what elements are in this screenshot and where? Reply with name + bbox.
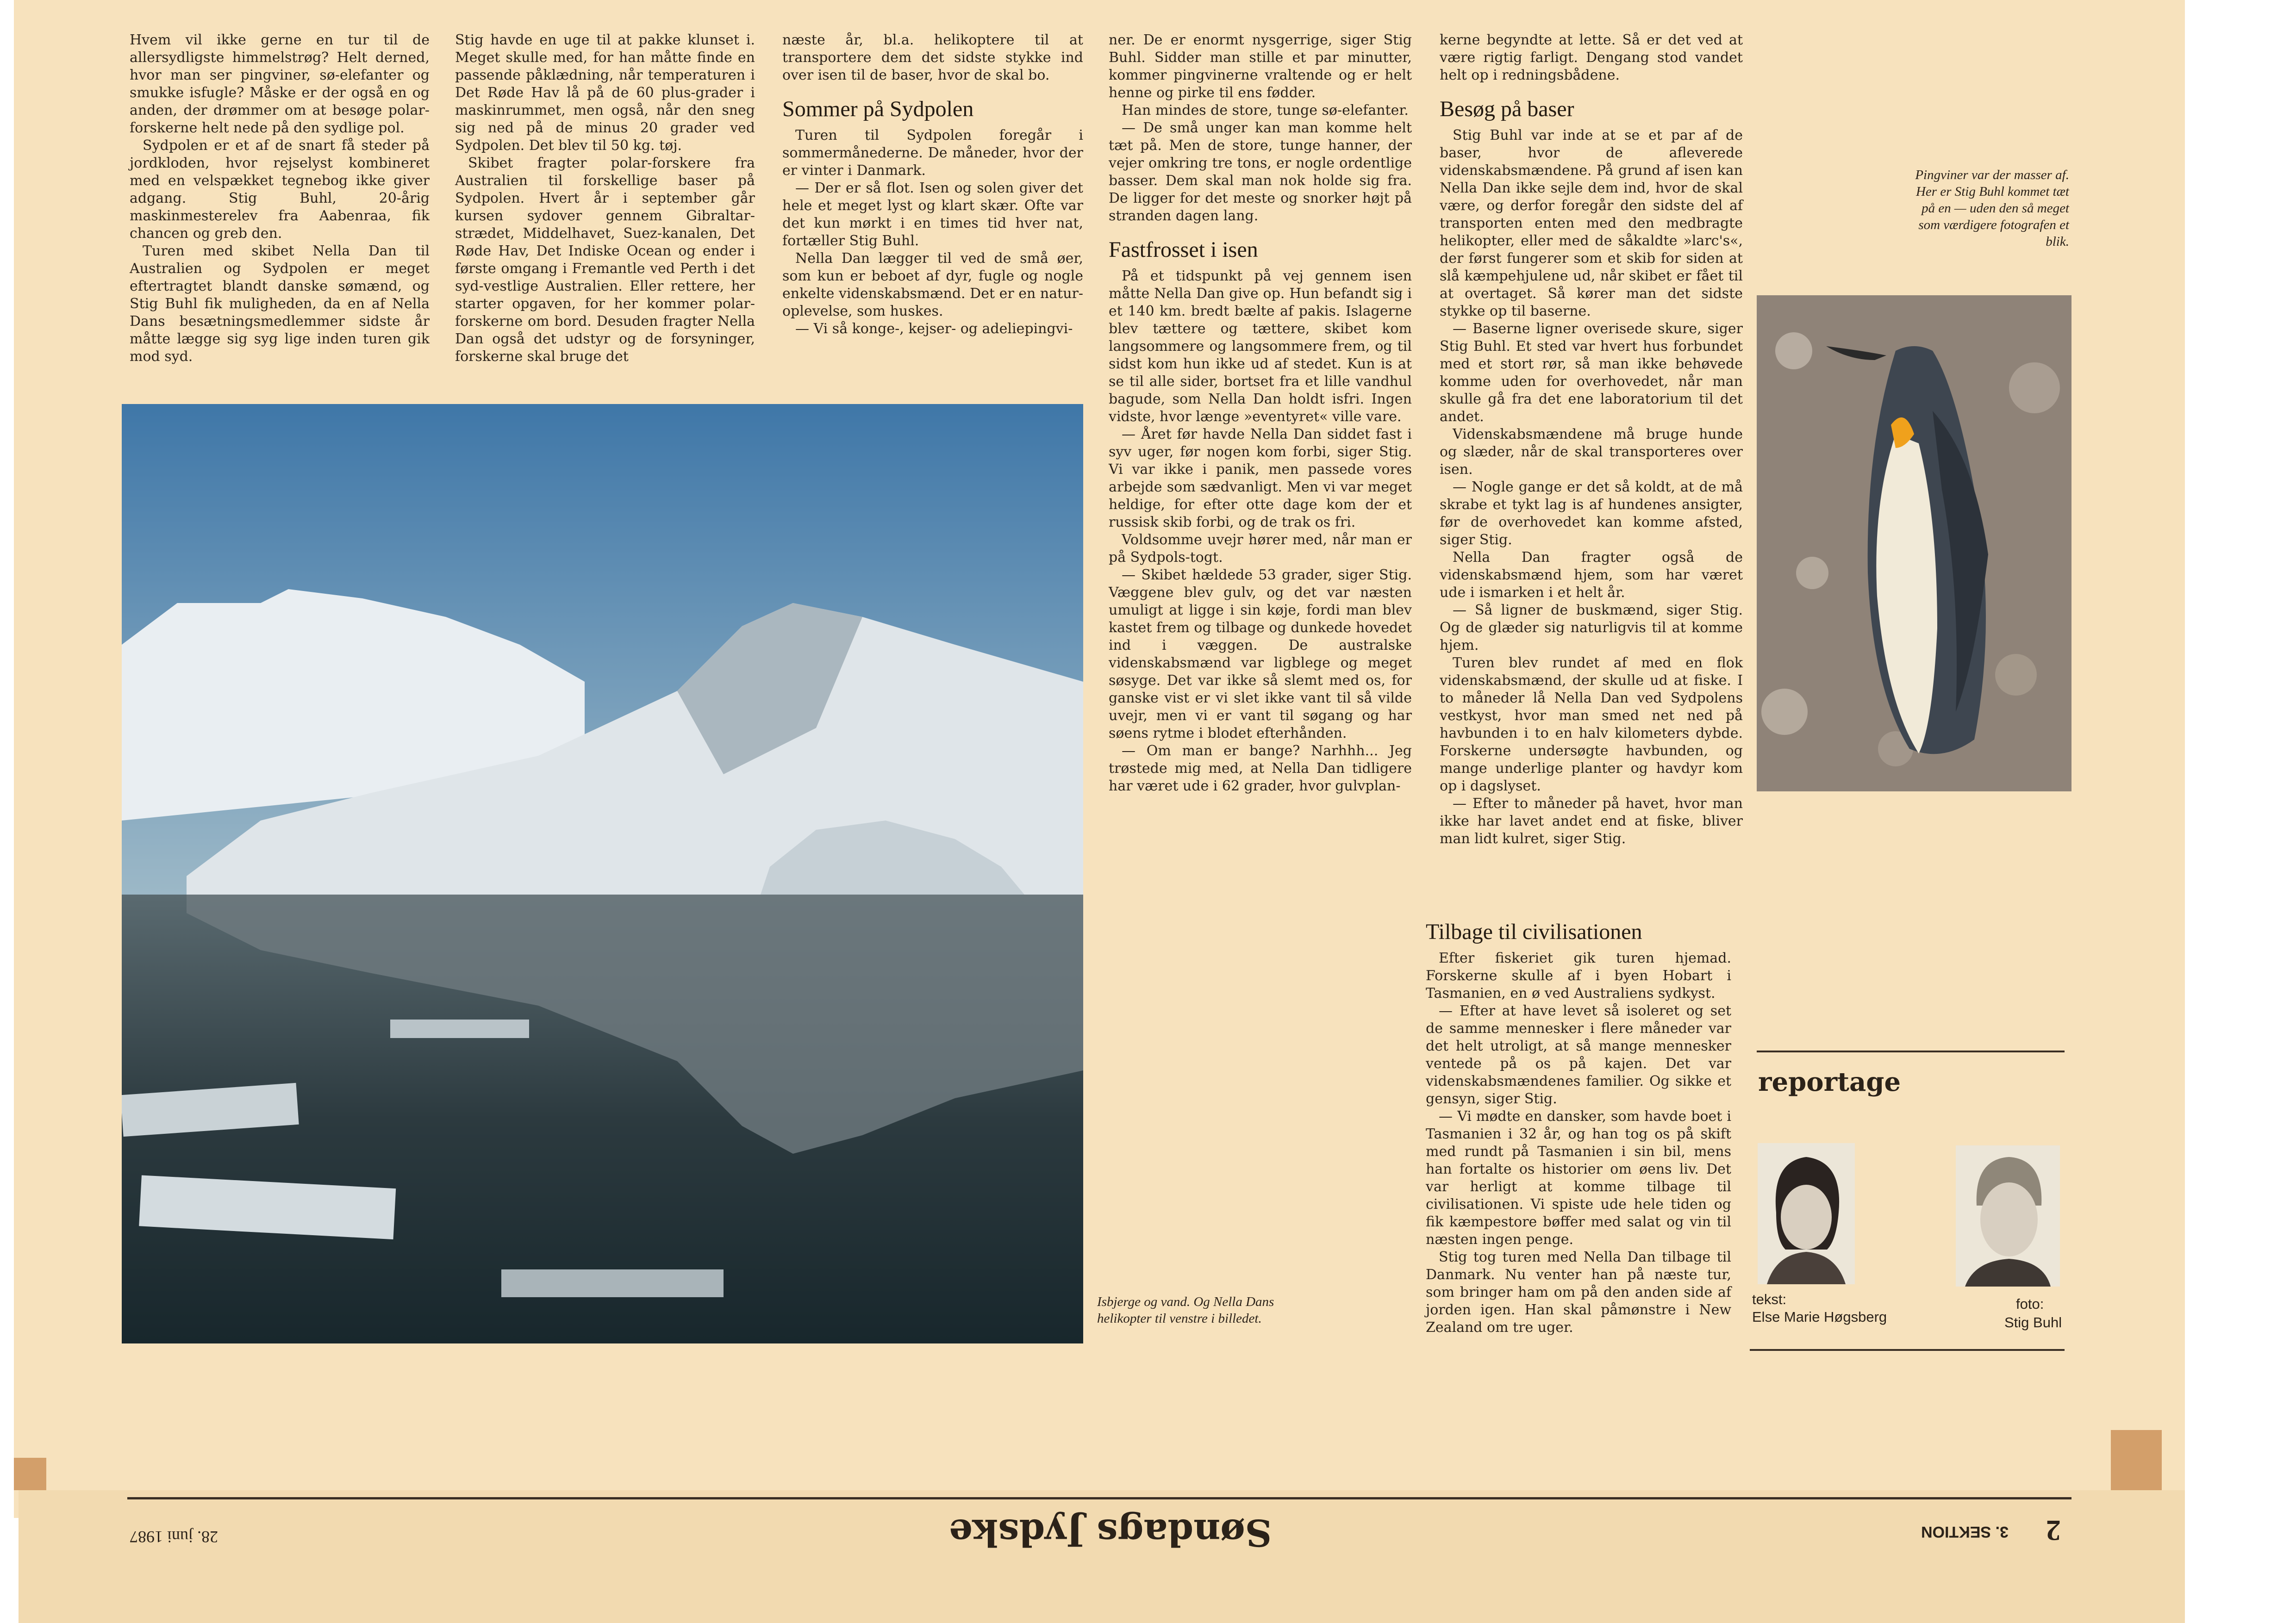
col1-paragraph: Sydpolen er et af de snart få steder på jordkloden, hvor rejselyst kombineret med en velspækket tegnebog ikke giver adgang. Stig Buhl, 20-årig maskinmesterelev fra Aabenraa, fik chancen og greb den. <box>130 137 430 242</box>
col3-paragraph: næste år, bl.a. helikoptere til at transportere dem det sidste stykke ind over isen til de baser, hvor de skal bo. <box>782 32 1083 83</box>
col4-paragraph: På et tidspunkt på vej gennem isen måtte Nella Dan give op. Hun befandt sig i et 140 km. bredt bælte af pakis. Islagerne blev tættere og tættere, skibet kom langsommere og langsommere frem, og til sidst kom hun ikke ud af stedet. Kun is at se til alle sider, bortset fra et lille vandhul bagude, som Nella Dan holdt isfri. Ingen vidste, hvor længe »eventyret« ville vare. <box>1109 268 1412 425</box>
heading-besog-pa-baser: Besøg på baser <box>1440 97 1574 121</box>
col5-paragraph: Turen blev rundet af med en flok videnskabsmænd, der skulle ud at fiske. I to måneder lå Nella Dan ved Sydpolens vestkyst, hvor man smed net ned på havbunden i to en halv kilometers dybde. Forskerne undersøgte havbunden, og mange underlige planter og havdyr kom op i dagslyset. <box>1440 655 1743 794</box>
col5-paragraph: Nella Dan fragter også de videnskabsmænd hjem, som har været ude i ismarken i et helt år. <box>1440 549 1743 601</box>
author-photo-else <box>1758 1143 1855 1284</box>
author-photo-stig <box>1956 1145 2060 1287</box>
col2-paragraph: Stig havde en uge til at pakke klunset i. Meget skulle med, for han måtte finde en passende påklædning, når temperaturen i Det Røde Hav lå på de 60 plus-grader i maskinrummet, men også, når den sneg sig ned på de minus 20 grader ved Sydpolen. Det blev til 50 kg. tøj. <box>455 32 755 154</box>
col4-paragraph: — Skibet hældede 53 grader, siger Stig. Væggene blev gulv, og det var næsten umuligt at ligge i sin køje, fordi man blev kastet frem og tilbage og dunkede hovedet ind i væggen. De australske videnskabsmænd var ligblege og meget søsyge. Det var ikke så slemt med os, for ganske vist er vi slet ikke vant til så vilde uvejr, men vi er vant til søgang og har søens rytme i blodet efterhånden. <box>1109 567 1412 741</box>
penguin-image <box>1757 295 2071 791</box>
newspaper-fold-strip <box>19 1490 2185 1623</box>
col5-paragraph: — Efter to måneder på havet, hvor man ikke har lavet andet end at fiske, bliver man lidt kulret, siger Stig. <box>1440 796 1743 847</box>
column-2 <box>455 31 755 366</box>
col1-paragraph: Hvem vil ikke gerne en tur til de allersydligste himmelstrøg? Helt derned, hvor man ser pingviner, sø-elefanter og smukke isfugle? Måske er der også en og anden, der drømmer om at besøge polar-forskerne helt nede på den sydlige pol. <box>130 32 430 136</box>
col3-paragraph: Turen til Sydpolen foregår i sommermånederne. De måneder, hvor der er vinter i Danmark. <box>782 127 1083 179</box>
col6-paragraph: — Efter at have levet så isoleret og set de samme mennesker i flere måneder var det helt utroligt, at så mange mennesker ventede på os på kajen. Det var videnskabsmændenes familier. Og sikke et gensyn, siger Stig. <box>1426 1003 1731 1107</box>
byline-photo-author: Stig Buhl <box>2004 1314 2062 1331</box>
col5-paragraph: Videnskabsmændene må bruge hunde og slæder, når de skal transporteres over isen. <box>1440 426 1743 478</box>
byline-bottom-rule <box>1750 1349 2065 1351</box>
byline-text-label: tekst: <box>1752 1291 1787 1307</box>
heading-sommer-pa-sydpolen: Sommer på Sydpolen <box>782 97 974 121</box>
col6-paragraph: — Vi mødte en dansker, som havde boet i Tasmanien i 32 år, og han tog os på skift med rundt på Tasmanien i sin bil, mens han fortalte os historier om øens liv. Det var herligt at komme tilbage til civilisationen. Vi spiste ude hele tiden og fik kæmpestore bøffer med salat og vin til næsten ingen penge. <box>1426 1108 1731 1248</box>
penguin-caption: Pingviner var der masser af. Her er Stig Buhl kommet tæt på en — uden den så meget som værdigere fotografen et blik. <box>1915 168 2069 249</box>
portrait-man-image <box>1956 1145 2060 1287</box>
column-5 <box>1440 31 1743 848</box>
col5-paragraph: Stig Buhl var inde at se et par af de baser, hvor de afleverede videnskabsmændene. På grund af isen kan Nella Dan ikke sejle dem ind, hvor de skal være, og derfor foregår den sidste del af transporten enten med den medbragte helikopter, eller med de såkaldte »larc's«, der først fungerer som et skib for siden at slå kæmpehjulene ud, når skibet er fået til at overtaget. Så kører man det sidste stykke op til baserne. <box>1440 127 1743 319</box>
col4-paragraph: Han mindes de store, tunge sø-elefanter. <box>1122 102 1409 118</box>
iceberg-photo <box>122 404 1083 1343</box>
footer-page-number: 2 <box>2046 1514 2061 1547</box>
col6-paragraph: Efter fiskeriet gik turen hjemad. Forskerne skulle af i byen Hobart i Tasmanien, en ø ved Australiens sydkyst. <box>1426 950 1731 1001</box>
column-4 <box>1109 31 1412 795</box>
iceberg-image <box>122 404 1083 1343</box>
col2-paragraph: Skibet fragter polar-forskere fra Australien til forskellige baser på Sydpolen. Hvert år i september går kursen sydover gennem Gibraltar-strædet, Middelhavet, Suez-kanalen, Det Røde Hav, Det Indiske Ocean og ender i første omgang i Fremantle ved Perth i det syd-vestlige Australien. Eller rettere, her starter opgaven, for her kommer polar-forskerne om bord. Desuden fragter Nella Dan også det udstyr og de forsyninger, forskerne skal bruge det <box>455 155 755 365</box>
col5-paragraph: kerne begyndte at lette. Så er det ved at være rigtig farligt. Dengang stod vandet helt op i redningsbådene. <box>1440 32 1743 83</box>
col3-paragraph: Nella Dan lægger til ved de små øer, som kun er beboet af dyr, fugle og nogle enkelte videnskabsmænd. Det er en natur-oplevelse, som huskes. <box>782 250 1083 319</box>
col4-paragraph: — Om man er bange? Narhhh... Jeg trøstede mig med, at Nella Dan tidligere har været ude i 62 grader, hvor gulvplan- <box>1109 743 1412 794</box>
footer-paper-name: Søndags Jydske <box>949 1511 1272 1555</box>
col5-paragraph: — Nogle gange er det så koldt, at de må skrabe et tykt lag is af hundenes ansigter, før de overhovedet kan komme afsted, siger Stig. <box>1440 479 1743 548</box>
stain-left <box>14 1458 46 1490</box>
byline-reportage-label: reportage <box>1758 1067 1901 1097</box>
col4-paragraph: — De små unger kan man komme helt tæt på. Men de store, tunge hanner, der vejer omkring tre tons, er nogle ordentlige basser. Dem skal man nok holde sig fra. De ligger for det meste og snorker højt på stranden dagen lang. <box>1109 120 1412 224</box>
col4-paragraph: ner. De er enormt nysgerrige, siger Stig Buhl. Sidder man stille et par minutter, kommer pingvinerne vraltende og er helt henne og pirke til ens fødder. <box>1109 32 1412 101</box>
footer-date: 28. juni 1987 <box>130 1528 218 1546</box>
column-1 <box>130 31 430 366</box>
col5-paragraph: — Baserne ligner overisede skure, siger Stig Buhl. Et sted var hvert hus forbundet med et stort rør, så man ikke behøvede komme uden for overhovedet, når man skulle gå fra det ene laboratorium til det andet. <box>1440 321 1743 425</box>
portrait-woman-image <box>1758 1143 1855 1284</box>
iceberg-caption: Isbjerge og vand. Og Nella Dans helikopter til venstre i billedet. <box>1097 1294 1274 1326</box>
byline-top-rule <box>1757 1051 2065 1052</box>
heading-fastfrosset-i-isen: Fastfrosset i isen <box>1109 237 1258 262</box>
stain-right <box>2111 1430 2162 1490</box>
col5-paragraph: — Så ligner de buskmænd, siger Stig. Og de glæder sig naturligvis til at komme hjem. <box>1440 602 1743 653</box>
footer-rule <box>127 1497 2071 1499</box>
column-6 <box>1426 907 1731 1337</box>
col4-paragraph: Voldsomme uvejr hører med, når man er på Sydpols-togt. <box>1109 532 1412 566</box>
byline-text-author: Else Marie Høgsberg <box>1752 1309 1887 1325</box>
col3-paragraph: — Vi så konge-, kejser- og adeliepingvi- <box>795 321 1073 337</box>
byline-photo-label: foto: <box>2016 1296 2044 1312</box>
col6-paragraph: Stig tog turen med Nella Dan tilbage til Danmark. Nu venter han på næste tur, som bringer ham om på den anden side af jorden igen. Han skal påmønstre i New Zealand om tre uger. <box>1426 1249 1731 1336</box>
col4-paragraph: — Året før havde Nella Dan siddet fast i syv uger, før nogen kom forbi, siger Stig. Vi var ikke i panik, men passede vores arbejde som sædvanligt. Men vi var meget heldige, for efter otte dage kom der et russisk skib forbi, og de trak os fri. <box>1109 426 1412 530</box>
col1-paragraph: Turen med skibet Nella Dan til Australien og Sydpolen er meget eftertragtet blandt danske sømænd, og Stig Buhl fik muligheden, da en af Nella Dans besætningsmedlemmer sidste år måtte lægge sig syg lige inden turen gik mod syd. <box>130 243 430 365</box>
footer-section: 3. SEKTION <box>1921 1523 2009 1541</box>
heading-tilbage-til-civilisationen: Tilbage til civilisationen <box>1426 920 1642 944</box>
col3-paragraph: — Der er så flot. Isen og solen giver det hele et meget lyst og klart skær. Ofte var det kun mørkt i en times tid hver nat, fortæller Stig Buhl. <box>782 180 1083 249</box>
penguin-photo <box>1757 295 2071 791</box>
column-3 <box>782 31 1083 338</box>
